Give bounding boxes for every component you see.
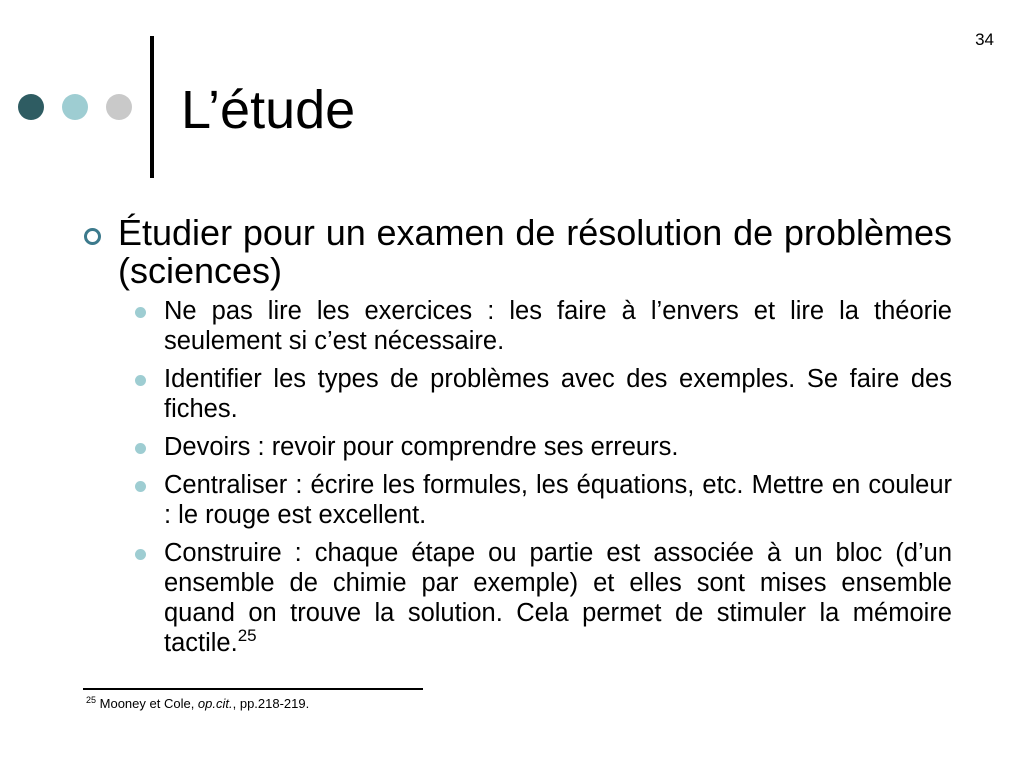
dot-bullet-icon	[135, 375, 146, 386]
dot-bullet-icon	[135, 549, 146, 560]
footnote-ref: op.cit.	[197, 696, 233, 711]
slide-number: 34	[975, 30, 994, 49]
sub-bullet-text: Ne pas lire les exercices : les faire à l’envers et lire la théorie seulement si c’est nécessaire.	[164, 297, 952, 355]
footnote-author: Mooney et Cole,	[99, 696, 198, 711]
sub-bullet-text: Identifier les types de problèmes avec des exemples. Se faire des fiches.	[164, 365, 952, 423]
sub-bullet-item	[164, 432, 952, 462]
footnote-pages: , pp.218-219.	[232, 696, 310, 711]
dot-bullet-icon	[135, 443, 146, 454]
sub-bullet-list	[80, 296, 952, 658]
sub-bullet-text: Centraliser : écrire les formules, les équations, etc. Mettre en couleur : le rouge est excellent.	[164, 471, 952, 529]
slide-title: L’étude	[181, 80, 356, 140]
sub-bullet-item	[164, 538, 952, 658]
slide-content	[80, 214, 952, 666]
main-bullet-text: Étudier pour un examen de résolution de problèmes (sciences)	[118, 212, 952, 291]
main-bullet	[80, 214, 952, 290]
sub-bullet-text: Devoirs : revoir pour comprendre ses erreurs.	[164, 433, 679, 461]
footnote-reference: 25	[237, 626, 257, 645]
dot-bullet-icon	[135, 307, 146, 318]
sub-bullet-item	[164, 296, 952, 356]
dot-light-teal	[62, 94, 88, 120]
footnote-number: 25	[86, 695, 97, 705]
title-vertical-rule	[150, 36, 154, 178]
sub-bullet-item	[164, 470, 952, 530]
footnote-separator	[83, 688, 423, 690]
sub-bullet-text: Construire : chaque étape ou partie est associée à un bloc (d’un ensemble de chimie par exemple) et elles sont mises ensemble quand on trouve la solution. Cela permet de stimuler la mémoire tactile.	[164, 539, 952, 657]
ring-bullet-icon	[84, 228, 101, 245]
footnote	[86, 696, 309, 711]
dot-gray	[106, 94, 132, 120]
dot-bullet-icon	[135, 481, 146, 492]
dot-dark	[18, 94, 44, 120]
sub-bullet-item	[164, 364, 952, 424]
